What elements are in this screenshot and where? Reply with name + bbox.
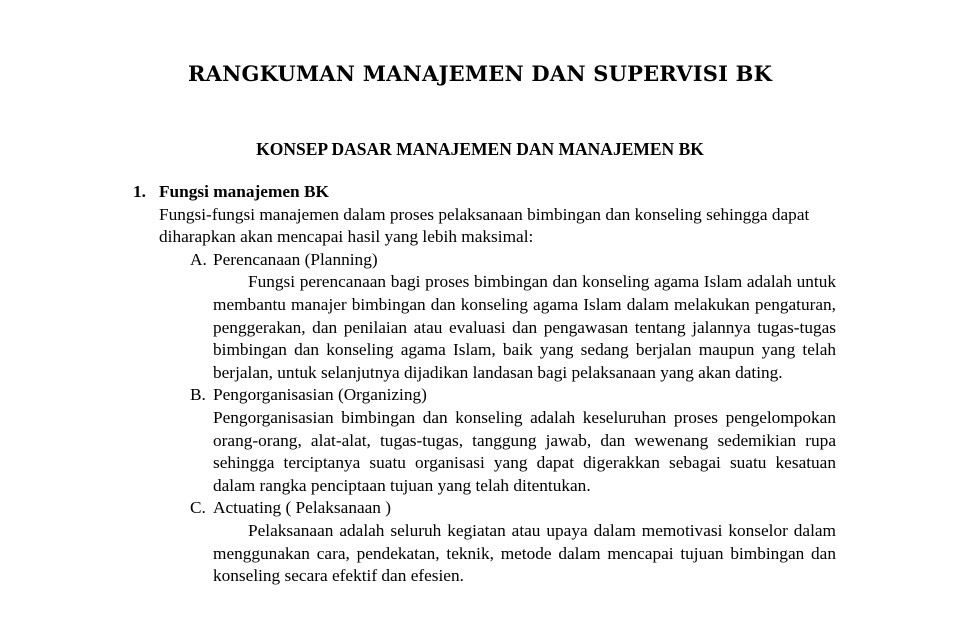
section-subtitle: KONSEP DASAR MANAJEMEN DAN MANAJEMEN BK (256, 139, 704, 159)
document-body (133, 181, 836, 588)
item-intro-paragraph: Fungsi-fungsi manajemen dalam proses pelaksanaan bimbingan dan konseling sehingga dapat diharapkan akan mencapai hasil yang lebih maksimal: (159, 204, 810, 247)
subsection-title: Pengorganisasian (Organizing) (213, 385, 427, 405)
subsection-letter: B. (190, 385, 206, 405)
numbered-item-heading (133, 181, 836, 204)
item-heading-text: Fungsi manajemen BK (159, 182, 329, 201)
document-title: RANGKUMAN MANAJEMEN DAN SUPERVISI BK (187, 61, 773, 86)
subsection-letter: C. (190, 498, 206, 518)
subsection-paragraph-a: Fungsi perencanaan bagi proses bimbingan dan konseling agama Islam adalah untuk membantu manajer bimbingan dan konseling agama Islam dalam melakukan pengaturan, penggerakan, dan penilaian atau evaluasi dan pengawasan tentang jalannya tugas-tugas bimbingan dan konseling agama Islam, baik yang sedang berjalan maupun yang telah berjalan, untuk selanjutnya dijadikan landasan bagi pelaksanaan yang akan dating. (213, 272, 836, 382)
subsection-paragraph-c: Pelaksanaan adalah seluruh kegiatan atau upaya dalam memotivasi konselor dalam menggunakan cara, pendekatan, teknik, metode dalam mencapai tujuan bimbingan dan konseling secara efektif dan efesien. (213, 520, 836, 586)
subsection-heading-b (190, 384, 836, 407)
subsection-title: Perencanaan (Planning) (213, 249, 378, 269)
subsection-letter: A. (190, 249, 207, 269)
subsection-paragraph-b: Pengorganisasian bimbingan dan konseling adalah keseluruhan proses pengelompokan orang-orang, alat-alat, tugas-tugas, tanggung jawab, dan wewenang sedemikian rupa sehingga terciptanya suatu organisasi yang dapat digerakkan sebagai suatu kesatuan dalam rangka penciptaan tujuan yang telah ditentukan. (213, 407, 836, 495)
subsection-title: Actuating ( Pelaksanaan ) (213, 498, 392, 518)
subsection-heading-c (190, 497, 836, 520)
subsection-heading-a (190, 249, 836, 272)
item-number: 1. (133, 182, 146, 201)
